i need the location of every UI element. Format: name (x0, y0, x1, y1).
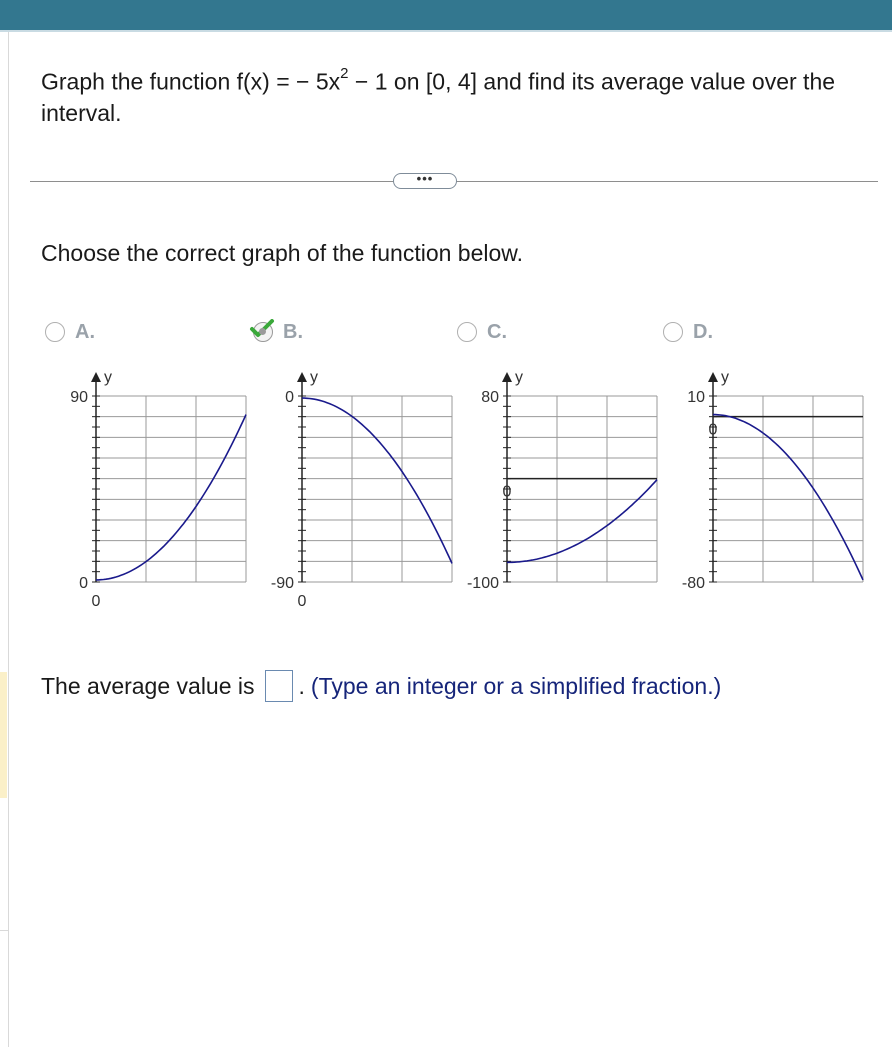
option-d[interactable] (663, 318, 713, 346)
option-a-label: A. (75, 320, 95, 343)
graph-d-svg (667, 362, 867, 612)
answer-prefix: The average value is (41, 672, 255, 699)
x-origin-label: 0 (297, 593, 307, 610)
x-origin-label: 0 (91, 593, 101, 610)
answer-highlight-marker (0, 672, 7, 798)
radio-d[interactable] (663, 322, 683, 342)
y-bottom-label: -80 (681, 575, 705, 592)
graph-c-svg (461, 362, 661, 612)
question-prefix: Graph the function f(x) = − 5x (41, 68, 341, 95)
y-bottom-label: -90 (270, 575, 294, 592)
graph-prompt: Choose the correct graph of the function below. (41, 240, 524, 266)
function-curve (302, 398, 452, 563)
left-panel-tick (0, 930, 8, 931)
left-panel-edge (0, 32, 9, 1047)
y-bottom-label: 0 (79, 575, 88, 592)
radio-c[interactable] (457, 322, 477, 342)
top-bar-border (0, 30, 892, 32)
y-bottom-label: -100 (466, 575, 499, 592)
graph-d[interactable] (667, 362, 867, 617)
y-top-label: 0 (285, 389, 294, 406)
grid (96, 396, 246, 582)
option-d-label: D. (693, 320, 713, 343)
grid (507, 396, 657, 582)
option-c[interactable] (457, 318, 507, 346)
question-exponent: 2 (340, 65, 349, 82)
y-top-label: 80 (481, 389, 499, 406)
answer-suffix: . (298, 672, 305, 699)
average-value-input[interactable] (265, 670, 293, 702)
show-more-button[interactable]: ••• (393, 173, 457, 189)
question-text (41, 61, 861, 129)
grid (302, 396, 452, 582)
answer-hint: (Type an integer or a simplified fraction.) (310, 672, 722, 699)
graph-b-svg (256, 362, 456, 612)
x-origin-label: 0 (502, 483, 512, 501)
y-axis-arrow-icon (91, 372, 101, 382)
question-suffix: − 1 on [0, 4] and find its average value over the interval. (41, 68, 836, 126)
y-axis-label: y (515, 369, 523, 386)
checkmark-icon (248, 319, 276, 339)
y-axis-label: y (721, 369, 729, 386)
y-axis-label: y (104, 369, 112, 386)
radio-b[interactable] (253, 322, 273, 342)
function-curve (96, 415, 246, 580)
y-axis-arrow-icon (502, 372, 512, 382)
x-origin-label: 0 (708, 421, 718, 439)
option-c-label: C. (487, 320, 507, 343)
graph-c[interactable] (461, 362, 661, 617)
grid (713, 396, 863, 582)
graph-a-svg (50, 362, 250, 612)
function-curve (507, 480, 657, 563)
top-bar (0, 0, 892, 30)
option-a[interactable] (45, 318, 95, 346)
y-axis-label: y (310, 369, 318, 386)
y-top-label: 10 (687, 389, 705, 406)
y-axis-arrow-icon (297, 372, 307, 382)
function-curve (713, 415, 863, 580)
y-axis-arrow-icon (708, 372, 718, 382)
radio-a[interactable] (45, 322, 65, 342)
graph-a[interactable] (50, 362, 250, 617)
y-top-label: 90 (70, 389, 88, 406)
option-b[interactable] (253, 318, 303, 346)
answer-row (41, 670, 721, 702)
graph-b[interactable] (256, 362, 456, 617)
option-b-label: B. (283, 320, 303, 343)
